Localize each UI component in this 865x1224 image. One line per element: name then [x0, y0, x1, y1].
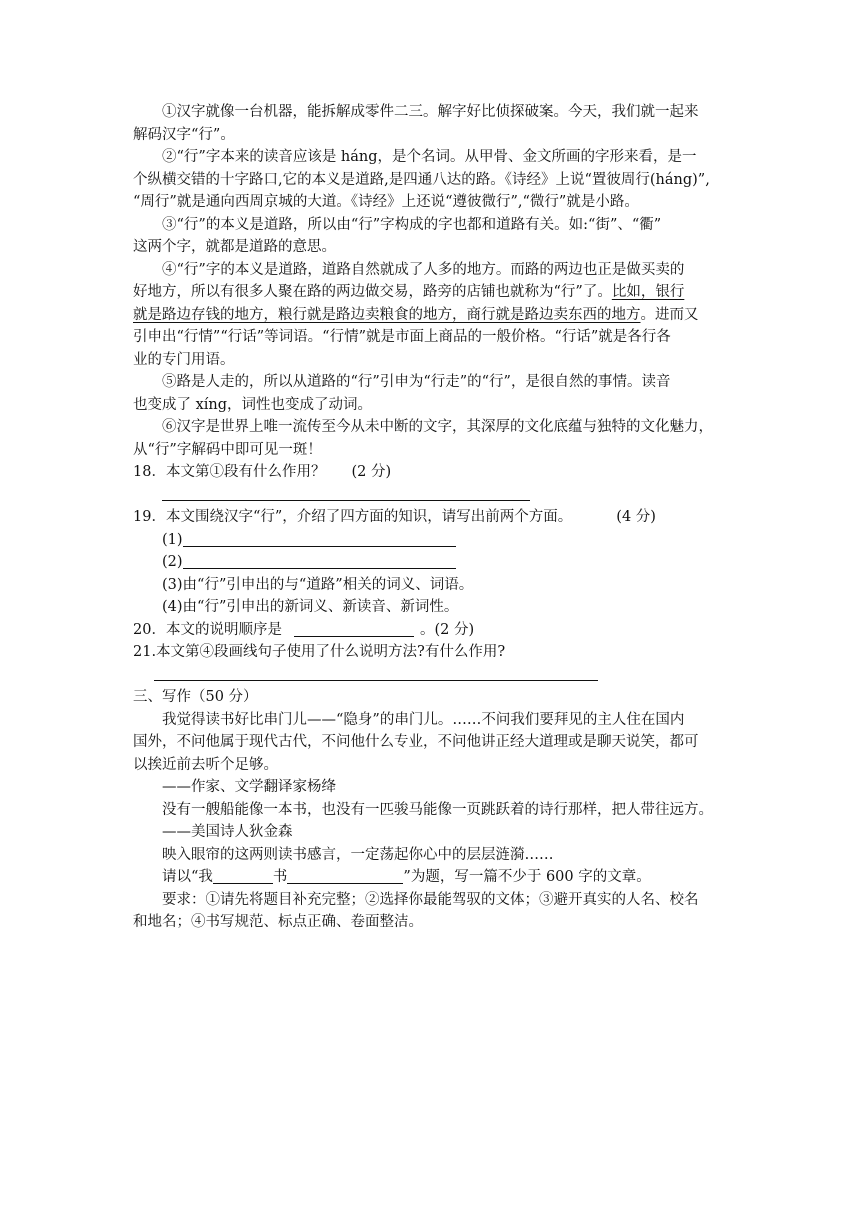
quote-author: ——作家、文学翻译家杨绛: [162, 779, 336, 795]
passage-text: 。进而又: [640, 306, 699, 323]
passage-line: [133, 281, 733, 304]
item-number: (1): [162, 531, 183, 548]
answer-blank[interactable]: [183, 553, 456, 569]
q19-item-4: (4)由“行”引申出的新词义、新读音、新词性。: [162, 599, 459, 615]
answer-blank[interactable]: [294, 621, 414, 637]
passage-line: ⑤路是人走的，所以从道路的“行”引申为“行走”的“行”，是很自然的事情。读音: [162, 374, 671, 390]
passage-text: 好地方，所以有很多人聚在路的两边做交易，路旁的店铺也就称为“行”了。: [133, 284, 612, 300]
passage-line: 也变成了 xíng，词性也变成了动词。: [133, 396, 373, 413]
question-21: 21.本文第④段画线句子使用了什么说明方法?有什么作用?: [133, 644, 506, 660]
question-19: [133, 506, 733, 529]
question-18: [133, 461, 733, 484]
title-blank[interactable]: [287, 868, 403, 884]
prompt-text: 书: [272, 869, 288, 885]
passage-line: ④“行”字的本义是道路，道路自然就成了人多的地方。而路的两边也正是做买卖的: [162, 261, 685, 278]
title-blank[interactable]: [213, 868, 273, 884]
passage-line: ③“行”的本义是道路，所以由“行”字构成的字也都和道路有关。如:“街”、“衢”: [162, 216, 662, 233]
question-text: 18．本文第①段有什么作用？: [133, 464, 326, 480]
page-content: [133, 101, 733, 934]
answer-blank[interactable]: [183, 531, 456, 547]
question-text: 20．本文的说明顺序是: [133, 621, 282, 638]
passage-line: [133, 304, 733, 327]
passage-line: “周行”就是通向西周京城的大道。《诗经》上还说“遵彼微行”,“微行”就是小路。: [133, 194, 639, 210]
q19-item-2: [133, 551, 733, 574]
prompt-text: 请以“我: [162, 869, 213, 885]
quote-line: 没有一艘船能像一本书，也没有一匹骏马能像一页跳跃着的诗行那样，把人带往远方。: [162, 801, 713, 818]
passage-line: ⑥汉字是世界上唯一流传至今从未中断的文字，其深厚的文化底蕴与独特的文化魅力，: [162, 419, 713, 435]
question-text: 19．本文围绕汉字“行”，介绍了四方面的知识，请写出前两个方面。: [133, 509, 573, 525]
q19-item-1: [133, 529, 733, 552]
passage-line: ②“行”字本来的读音应该是 háng，是个名词。从甲骨、金文所画的字形来看，是一: [162, 149, 697, 165]
question-20: [133, 619, 733, 642]
passage-line: 这两个字，就都是道路的意思。: [133, 239, 336, 255]
underlined-sentence: 比如，银行: [611, 284, 685, 300]
answer-line[interactable]: [133, 664, 733, 687]
answer-line[interactable]: [133, 484, 733, 507]
q19-item-3: (3)由“行”引申出的与“道路”相关的词义、词语。: [162, 576, 474, 593]
passage-line: 业的专门用语。: [133, 351, 235, 368]
requirements: 和地名；④书写规范、标点正确、卷面整洁。: [133, 914, 423, 930]
question-score: (4 分): [616, 509, 656, 525]
requirements: 要求：①请先将题目补充完整；②选择你最能驾驭的文体；③避开真实的人名、校名: [162, 891, 699, 908]
quote-line: 国外，不问他属于现代古代，不问他什么专业，不问他讲正经大道理或是聊天说笑，都可: [133, 734, 699, 750]
question-text: 。(2 分): [419, 621, 475, 638]
item-number: (2): [162, 554, 183, 570]
passage-line: 个纵横交错的十字路口,它的本义是道路,是四通八达的路。《诗经》上说“置彼周行(háng)”,: [133, 171, 710, 188]
underlined-sentence: 就是路边存钱的地方，粮行就是路边卖粮食的地方，商行就是路边卖东西的地方: [133, 306, 641, 323]
quote-author: ——美国诗人狄金森: [162, 824, 293, 840]
passage-line: 引申出“行情”“行话”等词语。“行情”就是市面上商品的一般价格。“行话”就是各行各: [133, 329, 671, 345]
prompt-lead: 映入眼帘的这两则读书感言，一定荡起你心中的层层涟漪……: [162, 846, 554, 863]
quote-line: 以挨近前去听个足够。: [133, 756, 278, 773]
passage-line: 从“行”字解码中即可见一斑！: [133, 441, 322, 458]
passage-line: 解码汉字“行”。: [133, 126, 235, 143]
question-score: (2 分): [351, 464, 392, 480]
section-heading: 三、写作（50 分）: [133, 689, 258, 705]
passage-line: ①汉字就像一台机器，能拆解成零件二三。解字好比侦探破案。今天，我们就一起来: [162, 104, 699, 120]
prompt-text: ”为题，写一篇不少于 600 字的文章。: [403, 869, 651, 885]
essay-prompt: [133, 866, 733, 889]
quote-line: 我觉得读书好比串门儿——“隐身”的串门儿。……不问我们要拜见的主人住在国内: [162, 711, 685, 728]
